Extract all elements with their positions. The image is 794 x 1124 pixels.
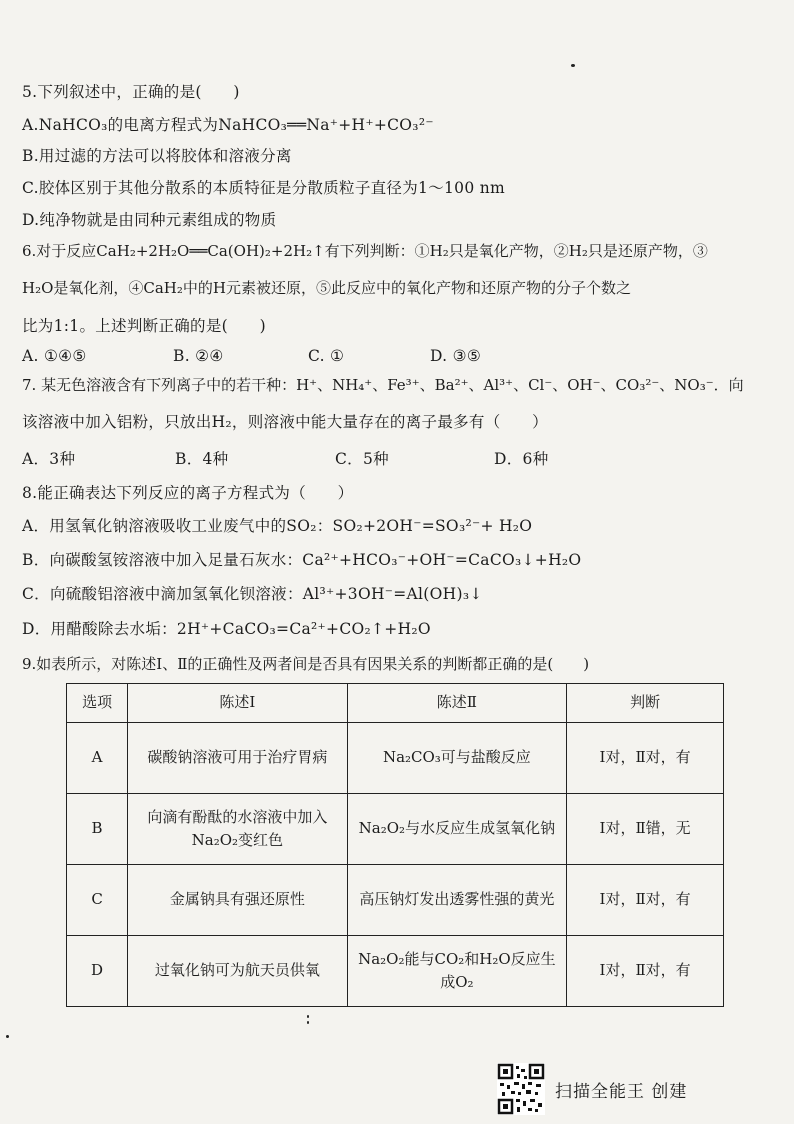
q6-line-1: 6.对于反应CaH₂+2H₂O══Ca(OH)₂+2H₂↑有下列判断：①H₂只是氧化产物，②H₂只是还原产物，③ bbox=[22, 242, 708, 260]
header-option: 选项 bbox=[67, 684, 128, 723]
q7-option-b: B．4种 bbox=[175, 450, 229, 468]
scan-speck bbox=[307, 1015, 309, 1018]
row-option-label: D bbox=[67, 936, 128, 1007]
scan-speck bbox=[307, 1021, 309, 1024]
q5-option-b: B.用过滤的方法可以将胶体和溶液分离 bbox=[22, 147, 292, 165]
row-statement-1: 金属钠具有强还原性 bbox=[128, 865, 347, 936]
header-judgement: 判断 bbox=[567, 684, 724, 723]
table-row bbox=[67, 794, 724, 865]
row-statement-2: Na₂O₂能与CO₂和H₂O反应生成O₂ bbox=[347, 936, 567, 1007]
qr-code-icon bbox=[497, 1063, 545, 1115]
q7-line-1: 7. 某无色溶液含有下列离子中的若干种：H⁺、NH₄⁺、Fe³⁺、Ba²⁺、Al³⁺、Cl⁻、OH⁻、CO₃²⁻、NO₃⁻．向 bbox=[22, 376, 744, 394]
q6-option-a: A. ①④⑤ bbox=[22, 347, 87, 365]
q9-table bbox=[66, 683, 724, 1007]
row-option-label: C bbox=[67, 865, 128, 936]
q7-option-c: C．5种 bbox=[335, 450, 389, 468]
q8-stem: 8.能正确表达下列反应的离子方程式为（ ） bbox=[22, 484, 354, 502]
row-statement-2: Na₂O₂与水反应生成氢氧化钠 bbox=[347, 794, 567, 865]
table-row bbox=[67, 723, 724, 794]
scanner-watermark-text: 扫描全能王 创建 bbox=[555, 1082, 688, 1102]
q5-option-c: C.胶体区别于其他分散系的本质特征是分散质粒子直径为1～100 nm bbox=[22, 179, 505, 197]
table-header-row bbox=[67, 684, 724, 723]
q7-option-d: D．6种 bbox=[494, 450, 549, 468]
q5-option-d: D.纯净物就是由同种元素组成的物质 bbox=[22, 211, 277, 229]
q6-line-2: H₂O是氧化剂，④CaH₂中的H元素被还原，⑤此反应中的氧化产物和还原产物的分子个数之 bbox=[22, 279, 631, 297]
row-judgement: Ⅰ对，Ⅱ对，有 bbox=[567, 865, 724, 936]
q8-option-a: A．用氢氧化钠溶液吸收工业废气中的SO₂：SO₂+2OH⁻=SO₃²⁻+ H₂O bbox=[22, 517, 533, 535]
row-judgement: Ⅰ对，Ⅱ错，无 bbox=[567, 794, 724, 865]
row-statement-1: 过氧化钠可为航天员供氧 bbox=[128, 936, 347, 1007]
q6-option-d: D. ③⑤ bbox=[430, 347, 482, 365]
scan-speck bbox=[571, 64, 575, 67]
scan-speck bbox=[6, 1035, 9, 1038]
row-judgement: Ⅰ对，Ⅱ对，有 bbox=[567, 936, 724, 1007]
table-row bbox=[67, 936, 724, 1007]
row-judgement: Ⅰ对，Ⅱ对，有 bbox=[567, 723, 724, 794]
row-statement-2: Na₂CO₃可与盐酸反应 bbox=[347, 723, 567, 794]
q6-line-3: 比为1:1。上述判断正确的是( ) bbox=[22, 317, 266, 335]
row-statement-2: 高压钠灯发出透雾性强的黄光 bbox=[347, 865, 567, 936]
row-statement-1: 向滴有酚酞的水溶液中加入Na₂O₂变红色 bbox=[128, 794, 347, 865]
header-statement-2: 陈述Ⅱ bbox=[347, 684, 567, 723]
q6-option-b: B. ②④ bbox=[173, 347, 224, 365]
q8-option-b: B．向碳酸氢铵溶液中加入足量石灰水：Ca²⁺+HCO₃⁻+OH⁻=CaCO₃↓+H₂O bbox=[22, 551, 582, 569]
q7-line-2: 该溶液中加入铝粉，只放出H₂，则溶液中能大量存在的离子最多有（ ） bbox=[22, 413, 548, 431]
q7-option-a: A．3种 bbox=[22, 450, 76, 468]
row-statement-1: 碳酸钠溶液可用于治疗胃病 bbox=[128, 723, 347, 794]
q8-option-d: D．用醋酸除去水垢：2H⁺+CaCO₃=Ca²⁺+CO₂↑+H₂O bbox=[22, 620, 431, 638]
row-option-label: B bbox=[67, 794, 128, 865]
q9-stem: 9.如表所示，对陈述Ⅰ、Ⅱ的正确性及两者间是否具有因果关系的判断都正确的是( ) bbox=[22, 655, 590, 673]
table-row bbox=[67, 865, 724, 936]
row-option-label: A bbox=[67, 723, 128, 794]
q5-stem: 5.下列叙述中，正确的是( ) bbox=[22, 83, 240, 101]
q8-option-c: C．向硫酸铝溶液中滴加氢氧化钡溶液：Al³⁺+3OH⁻=Al(OH)₃↓ bbox=[22, 585, 483, 603]
q6-option-c: C. ① bbox=[308, 347, 345, 365]
q5-option-a: A.NaHCO₃的电离方程式为NaHCO₃══Na⁺+H⁺+CO₃²⁻ bbox=[22, 116, 434, 134]
header-statement-1: 陈述Ⅰ bbox=[128, 684, 347, 723]
